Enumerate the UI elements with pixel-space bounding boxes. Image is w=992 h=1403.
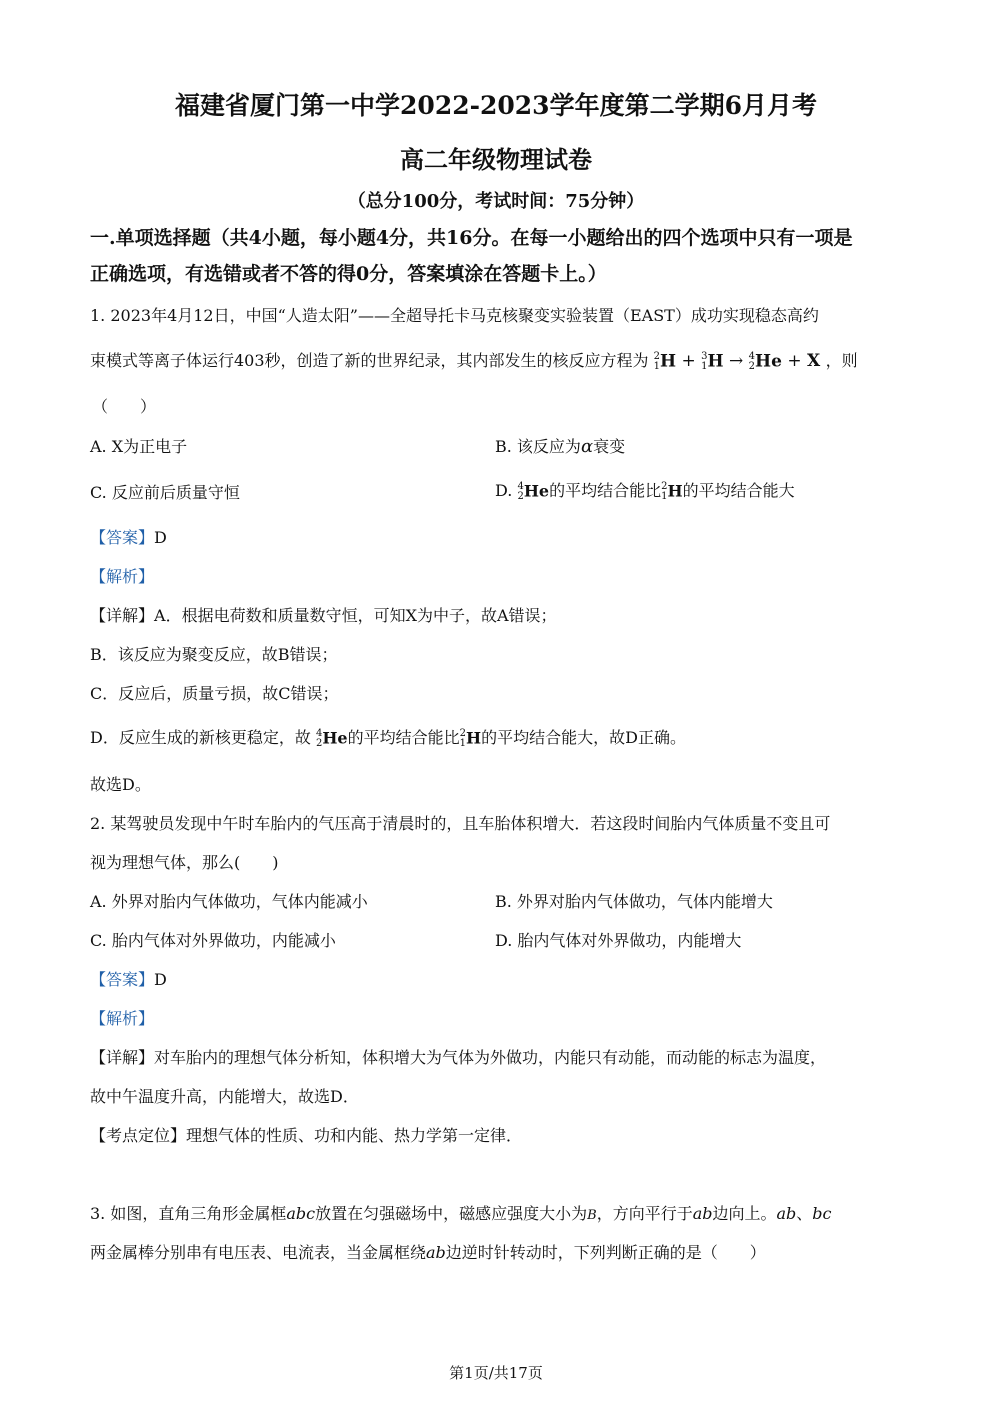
q2-analysis-label: 【解析】 (90, 1009, 155, 1028)
q3-line-1: 3. 如图，直角三角形金属框abc放置在匀强磁场中，磁感应强度大小为B，方向平行于ab边向上。ab、bc (90, 1204, 832, 1223)
nuclide-h2: 2 1 H (459, 727, 482, 749)
exam-subtitle: 高二年级物理试卷 (400, 145, 592, 174)
q1-line-1: 1. 2023年4月12日，中国“人造太阳”——全超导托卡马克核聚变实验装置（EAST）成功实现稳态高约 (90, 306, 819, 325)
q2-detail-1: 【详解】对车胎内的理想气体分析知，体积增大为气体为外做功，内能只有动能，而动能的标志为温度， (90, 1048, 827, 1067)
arrow-icon: → (728, 351, 744, 371)
section-heading (90, 220, 910, 292)
q1-detail-a: 【详解】A．根据电荷数和质量数守恒，可知X为中子，故A错误； (90, 606, 557, 625)
q2-option-b: B. 外界对胎内气体做功，气体内能增大 (495, 892, 773, 911)
nuclide-he4: 4 2 He (517, 480, 550, 502)
nuclide-h2: 2 1 H (653, 350, 677, 372)
plus-sign: + (681, 351, 696, 371)
q1-detail-c: C．反应后，质量亏损，故C错误； (90, 684, 339, 703)
plus-sign: + (787, 351, 802, 371)
q1-option-c: C. 反应前后质量守恒 (90, 483, 240, 502)
q2-key-point: 【考点定位】理想气体的性质、功和内能、热力学第一定律． (90, 1126, 523, 1145)
q1-detail-b: B．该反应为聚变反应，故B错误； (90, 645, 338, 664)
q1-line-2-end: ，则 (825, 351, 858, 370)
q1-option-a: A. X为正电子 (90, 437, 188, 456)
reaction-equation (654, 351, 826, 371)
q1-line-2 (90, 350, 858, 373)
q1-answer-paren: （ ） (92, 397, 157, 416)
exam-title: 福建省厦门第一中学2022-2023学年度第二学期6月月考 (175, 91, 817, 120)
q1-answer: 【答案】D (90, 528, 167, 547)
q2-answer: 【答案】D (90, 970, 167, 989)
q1-detail-d: D．反应生成的新核更稳定，故 4 2 He的平均结合能比 2 1 H的平均结合能大，故D正确。 (90, 727, 686, 749)
q1-line-2-text: 束模式等离子体运行403秒，创造了新的世界纪录，其内部发生的核反应方程为 (90, 351, 649, 370)
q1-analysis-label: 【解析】 (90, 567, 155, 586)
nuclide-h3: 3 1 H (701, 350, 724, 372)
exam-meta: （总分100分，考试时间：75分钟） (347, 191, 645, 212)
section-line-2: 正确选项，有选错或者不答的得0分，答案填涂在答题卡上。） (90, 263, 607, 285)
nuclide-he4: 4 2 He (315, 727, 348, 749)
q1-conclusion: 故选D。 (90, 775, 151, 794)
nuclide-he4: 4 2 He (748, 350, 782, 372)
alpha-symbol: α (580, 436, 594, 457)
nuclide-h2: 2 1 H (661, 480, 683, 502)
q2-detail-2: 故中午温度升高，内能增大，故选D． (90, 1087, 359, 1106)
q2-option-a: A. 外界对胎内气体做功，气体内能减小 (90, 892, 368, 911)
q3-line-2: 两金属棒分别串有电压表、电流表，当金属框绕ab边逆时针转动时，下列判断正确的是（ ） (90, 1243, 766, 1262)
q1-option-d: D. 4 2 He的平均结合能比 2 1 H的平均结合能大 (495, 480, 795, 502)
q2-line-1: 2. 某驾驶员发现中午时车胎内的气压高于清晨时的，且车胎体积增大．若这段时间胎内气体质量不变且可 (90, 814, 831, 833)
q2-option-d: D. 胎内气体对外界做功，内能增大 (495, 931, 742, 950)
particle-x: X (806, 351, 821, 371)
section-line-1: 一.单项选择题（共4小题，每小题4分，共16分。在每一小题给出的四个选项中只有一项是 (90, 227, 853, 249)
page-footer: 第1页/共17页 (449, 1364, 543, 1382)
q1-option-b: B. 该反应为α衰变 (495, 436, 626, 457)
q2-line-2: 视为理想气体，那么( ) (90, 853, 279, 872)
q2-option-c: C. 胎内气体对外界做功，内能减小 (90, 931, 336, 950)
